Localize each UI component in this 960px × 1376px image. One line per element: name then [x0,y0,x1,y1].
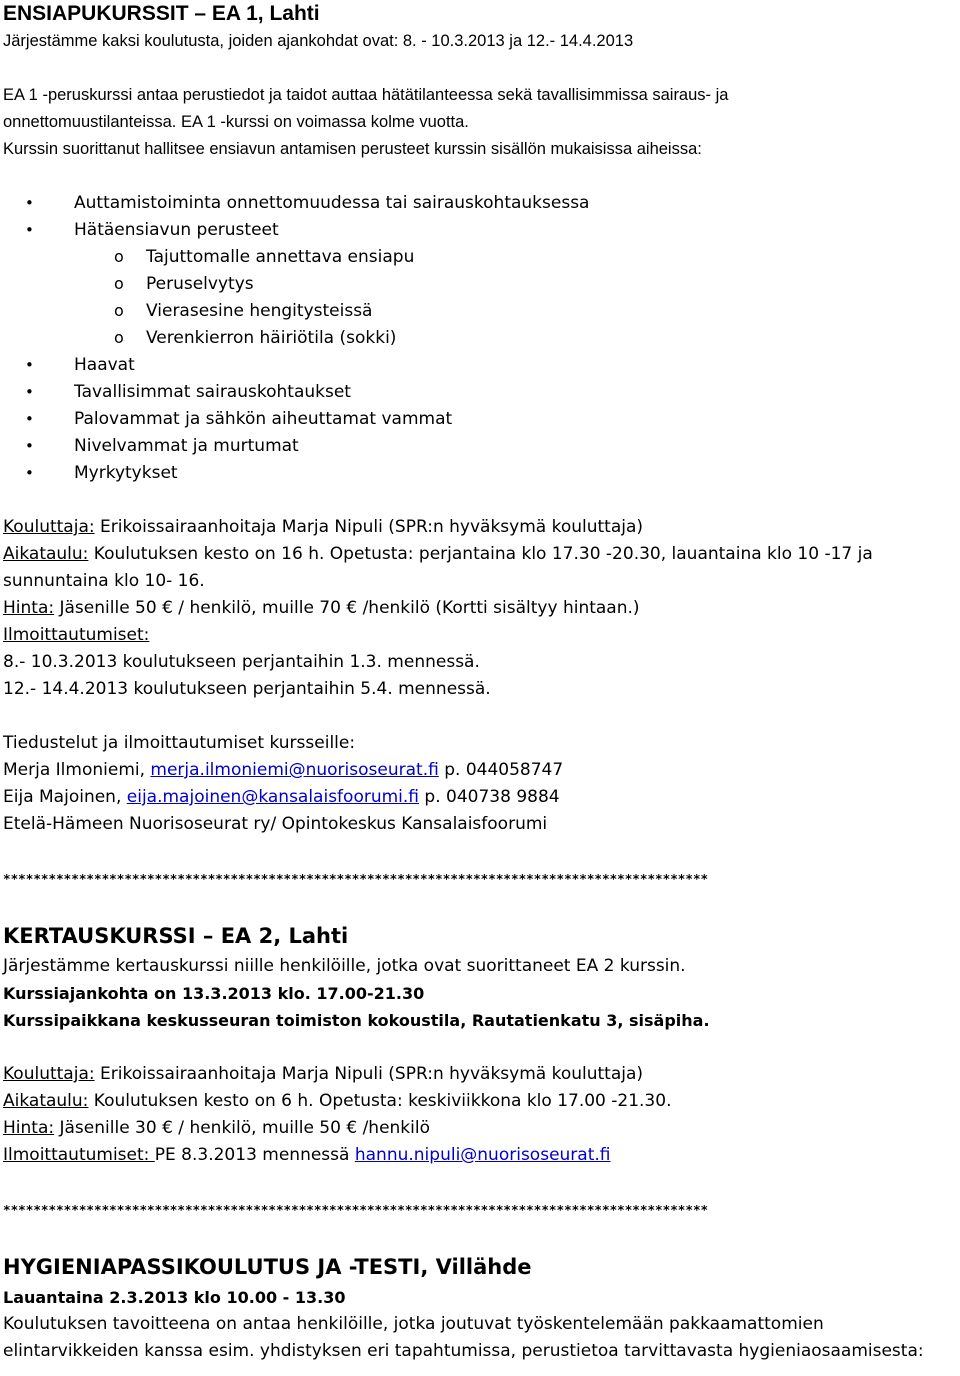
registration-value: PE 8.3.2013 mennessä [154,1145,355,1165]
separator: ********************************************************************************************* [3,871,709,886]
schedule-row [3,541,957,568]
section2-date: Kurssiajankohta on 13.3.2013 klo. 17.00-21.30 [3,984,425,1003]
contact-email-link[interactable]: merja.ilmoniemi@nuorisoseurat.fi [150,760,439,780]
inquiries-heading: Tiedustelut ja ilmoittautumiset kursseille: [3,733,356,753]
sub-list-item: o Tajuttomalle annettava ensiapu [3,244,957,271]
schedule-value: Koulutuksen kesto on 6 h. Opetusta: keskiviikkona klo 17.00 -21.30. [88,1091,672,1111]
trainer-label: Kouluttaja: [3,517,95,537]
contact-phone: p. 040738 9884 [419,787,560,807]
section2-title: KERTAUSKURSSI – EA 2, Lahti [3,924,349,948]
registration-email-link[interactable]: hannu.nipuli@nuorisoseurat.fi [354,1145,611,1165]
contact-row [3,784,957,811]
trainer-label: Kouluttaja: [3,1064,95,1084]
trainer-row [3,514,957,541]
schedule-row [3,1088,957,1115]
contact-phone: p. 044058747 [438,760,564,780]
section3-line1: Koulutuksen tavoitteena on antaa henkilöille, jotka joutuvat työskentelemään pakkaamattomien [3,1314,824,1334]
trainer-value: Erikoissairaanhoitaja Marja Nipuli (SPR:n hyväksymä kouluttaja) [94,517,644,537]
list-item: • Nivelvammat ja murtumat [3,433,957,460]
registration-line1: 8.- 10.3.2013 koulutukseen perjantaihin 1.3. mennessä. [3,652,480,672]
schedule-value: Koulutuksen kesto on 16 h. Opetusta: perjantaina klo 17.30 -20.30, lauantaina klo 10 -17 ja [88,544,873,564]
list-item: • Hätäensiavun perusteet [3,217,957,244]
sub-list-item: o Peruselvytys [3,271,957,298]
list-item: • Auttamistoiminta onnettomuudessa tai sairauskohtauksessa [3,190,957,217]
registration-line2: 12.- 14.4.2013 koulutukseen perjantaihin 5.4. mennessä. [3,679,491,699]
schedule-label: Aikataulu: [3,544,89,564]
registration-row [3,622,957,649]
price-row [3,595,957,622]
trainer-value: Erikoissairaanhoitaja Marja Nipuli (SPR:n hyväksymä kouluttaja) [94,1064,644,1084]
list-item: • Myrkytykset [3,460,957,487]
price-label: Hinta: [3,598,55,618]
sub-list-item: o Vierasesine hengitysteissä [3,298,957,325]
trainer-row [3,1061,957,1088]
section3-title: HYGIENIAPASSIKOULUTUS JA -TESTI, Villähde [3,1255,532,1279]
list-item: • Palovammat ja sähkön aiheuttamat vammat [3,406,957,433]
section3-date: Lauantaina 2.3.2013 klo 10.00 - 13.30 [3,1288,346,1307]
schedule-row-cont: sunnuntaina klo 10- 16. [3,571,205,591]
price-value: Jäsenille 30 € / henkilö, muille 50 € /henkilö [54,1118,430,1138]
contact-email-link[interactable]: eija.majoinen@kansalaisfoorumi.fi [126,787,420,807]
section3-line2: elintarvikkeiden kanssa esim. yhdistyksen eri tapahtumissa, perustietoa tarvittavasta hygieniaosaamisesta: [3,1341,924,1361]
price-row [3,1115,957,1142]
contact-row [3,757,957,784]
section1-intro-line2: onnettomuustilanteissa. EA 1 -kurssi on voimassa kolme vuotta. [3,113,469,131]
registration-row [3,1142,957,1169]
list-item: • Tavallisimmat sairauskohtaukset [3,379,957,406]
section1-intro-line3: Kurssin suorittanut hallitsee ensiavun antamisen perusteet kurssin sisällön mukaisissa aiheissa: [3,140,702,158]
section1-intro-line1: EA 1 -peruskurssi antaa perustiedot ja taidot auttaa hätätilanteessa sekä tavallisimmissa sairaus- ja [3,86,729,104]
price-label: Hinta: [3,1118,55,1138]
sub-list-item: o Verenkierron häiriötila (sokki) [3,325,957,352]
document-page [3,0,957,1365]
topic-list [3,190,957,487]
registration-label: Ilmoittautumiset: [3,625,150,645]
section1-dates: Järjestämme kaksi koulutusta, joiden ajankohdat ovat: 8. - 10.3.2013 ja 12.- 14.4.2013 [3,32,634,50]
section2-intro: Järjestämme kertauskurssi niille henkilöille, jotka ovat suorittaneet EA 2 kurssin. [3,956,686,976]
contact-name: Merja Ilmoniemi, [3,760,151,780]
organizer: Etelä-Hämeen Nuorisoseurat ry/ Opintokeskus Kansalaisfoorumi [3,814,548,834]
price-value: Jäsenille 50 € / henkilö, muille 70 € /henkilö (Kortti sisältyy hintaan.) [54,598,640,618]
separator: ********************************************************************************************* [3,1202,709,1217]
section1-title: ENSIAPUKURSSIT – EA 1, Lahti [3,2,320,25]
section2-place: Kurssipaikkana keskusseuran toimiston kokoustila, Rautatienkatu 3, sisäpiha. [3,1011,710,1030]
contact-name: Eija Majoinen, [3,787,127,807]
registration-label: Ilmoittautumiset: [3,1145,155,1165]
schedule-label: Aikataulu: [3,1091,89,1111]
list-item: • Haavat [3,352,957,379]
